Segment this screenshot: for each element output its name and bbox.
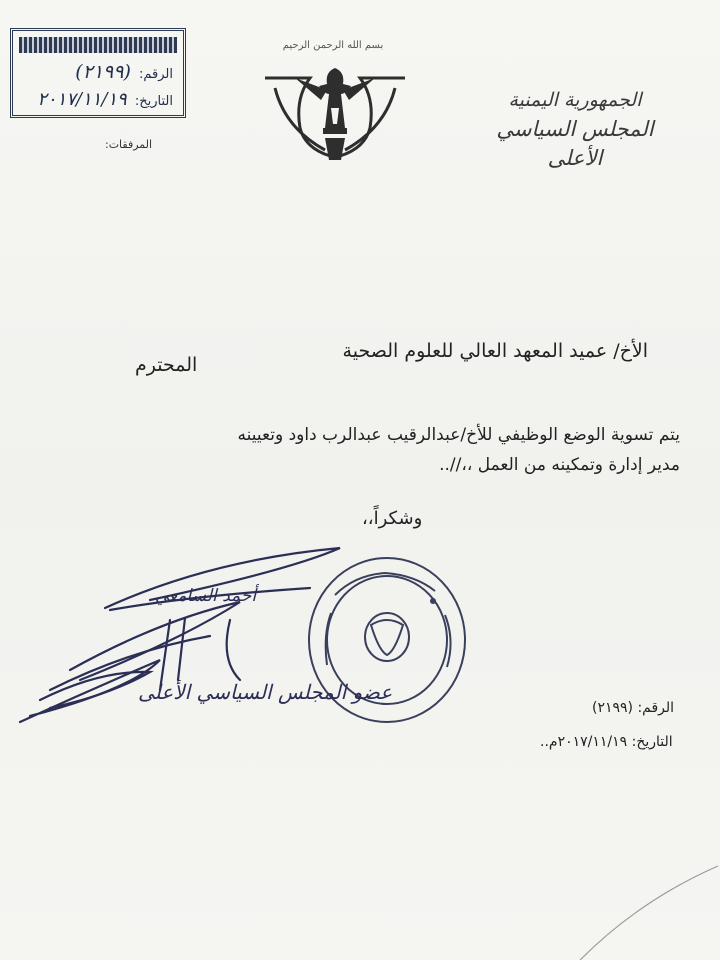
- body-line-1: يتم تسوية الوضع الوظيفي للأخ/عبدالرقيب عبدالرب داود وتعيينه: [237, 425, 680, 445]
- stamp-header-strip: [19, 37, 177, 53]
- reference-date: [37, 89, 173, 110]
- reference-number: [75, 61, 173, 83]
- pen-mark: [560, 860, 720, 960]
- council-name: المجلس السياسي الأعلى: [496, 116, 654, 170]
- salutation: الأخ/ عميد المعهد العالي للعلوم الصحية: [342, 340, 648, 362]
- reference-date-value: ٢٠١٧/١١/١٩: [37, 89, 127, 110]
- reference-number-label: الرقم:: [139, 67, 173, 82]
- signatory-title: عضو المجلس السياسي الأعلى: [138, 680, 393, 704]
- republic-name: الجمهورية اليمنية: [508, 89, 642, 111]
- reference-stamp: [10, 28, 186, 118]
- letter-body: [100, 420, 680, 480]
- yemen-eagle-emblem-icon: [255, 38, 415, 168]
- footer-date: التاريخ: ٢٠١٧/١١/١٩م..: [540, 734, 673, 750]
- closing-thanks: وشكراً،،: [362, 508, 423, 529]
- reference-number-value: (٢١٩٩): [75, 61, 131, 83]
- respect-phrase: المحترم: [135, 354, 198, 376]
- signatory-name: أحمد السامعي: [155, 586, 257, 606]
- basmala-text: بسم الله الرحمن الرحيم: [282, 40, 384, 51]
- footer-number: الرقم: (٢١٩٩): [592, 700, 675, 716]
- letterhead-title: [490, 86, 660, 173]
- attachments-label: المرفقات:: [105, 138, 153, 151]
- reference-date-label: التاريخ:: [134, 94, 173, 109]
- body-line-2: مدير إدارة وتمكينه من العمل ،،//..: [439, 455, 680, 475]
